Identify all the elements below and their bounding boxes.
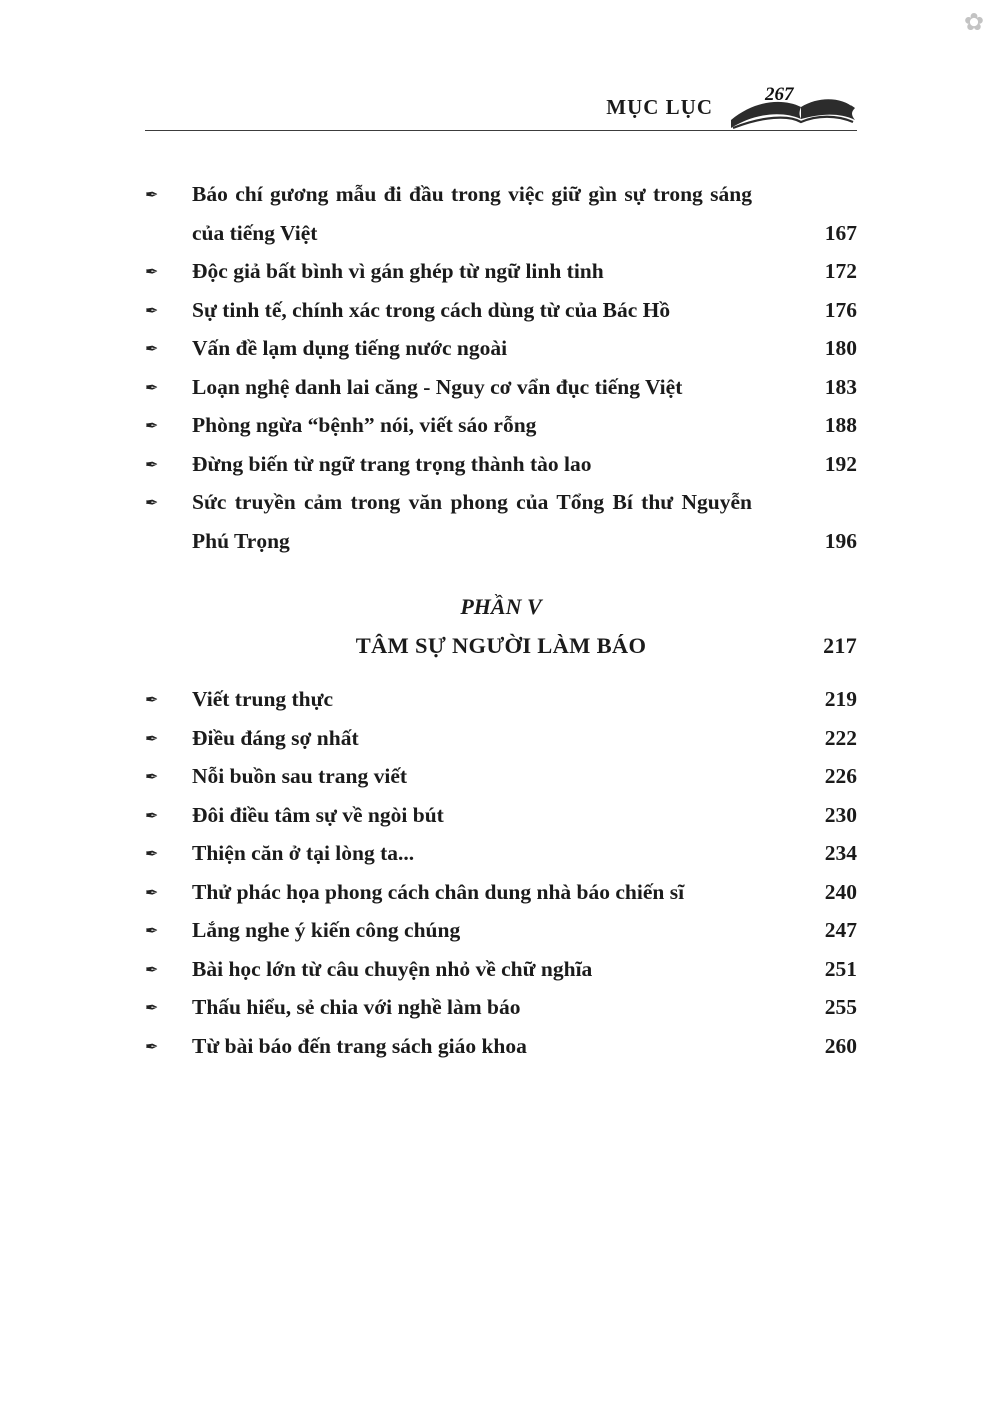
pen-bullet-icon: ✒ <box>145 882 159 902</box>
pen-bullet-icon: ✒ <box>145 377 159 397</box>
toc-entry <box>145 757 857 796</box>
entry-page-number: 196 <box>824 528 857 553</box>
pen-bullet-icon: ✒ <box>145 1036 159 1056</box>
pen-bullet-icon: ✒ <box>145 728 159 748</box>
entry-text: Thử phác họa phong cách chân dung nhà báo chiến sĩ <box>192 879 685 904</box>
entry-text: Sự tinh tế, chính xác trong cách dùng từ của Bác Hồ <box>192 297 671 322</box>
entry-text: Viết trung thực <box>192 687 334 711</box>
entry-text: Báo chí gương mẫu đi đầu trong việc giữ gìn sự trong sáng của tiếng Việt <box>192 182 752 245</box>
entry-page-number: 172 <box>824 259 857 283</box>
entry-text: Thiện căn ở tại lòng ta... <box>192 841 415 865</box>
entry-page-number: 240 <box>824 879 857 904</box>
pen-bullet-icon: ✒ <box>145 998 159 1017</box>
toc-entry <box>145 719 857 758</box>
entry-text: Điều đáng sợ nhất <box>192 725 359 750</box>
toc-entry <box>145 873 857 912</box>
entry-page-number: 183 <box>824 374 857 399</box>
entry-page-number: 222 <box>824 725 857 750</box>
entry-page-number: 234 <box>824 841 857 865</box>
pen-bullet-icon: ✒ <box>145 959 159 979</box>
page-content <box>145 0 857 1065</box>
pen-bullet-icon: ✒ <box>145 300 159 320</box>
open-book-logo <box>729 82 857 136</box>
entry-page-number: 188 <box>824 413 857 437</box>
toc-entry <box>145 175 857 252</box>
entry-text: Vấn đề lạm dụng tiếng nước ngoài <box>192 336 508 360</box>
entry-page-number: 251 <box>824 956 857 981</box>
entry-page-number: 230 <box>824 802 857 827</box>
pen-bullet-icon: ✒ <box>145 262 159 281</box>
entry-text: Từ bài báo đến trang sách giáo khoa <box>192 1033 527 1058</box>
section-part-label: PHẦN V <box>460 594 542 619</box>
toc-entry <box>145 406 857 445</box>
toc-entry <box>145 1027 857 1066</box>
toc-entry <box>145 368 857 407</box>
toc-sections <box>145 175 857 1065</box>
pen-bullet-icon: ✒ <box>145 805 159 825</box>
pen-bullet-icon: ✒ <box>145 690 159 709</box>
toc-entry <box>145 796 857 835</box>
entry-page-number: 192 <box>824 451 857 476</box>
entry-page-number: 180 <box>824 336 857 360</box>
section-title: TÂM SỰ NGƯỜI LÀM BÁO <box>355 633 647 658</box>
entry-text: Đừng biến từ ngữ trang trọng thành tào lao <box>192 451 592 476</box>
toc-entry <box>145 950 857 989</box>
entry-page-number: 247 <box>824 918 857 942</box>
toc-entry-list <box>145 175 857 560</box>
entry-text: Phòng ngừa “bệnh” nói, viết sáo rỗng <box>192 413 537 437</box>
pen-bullet-icon: ✒ <box>145 339 159 358</box>
toc-entry <box>145 445 857 484</box>
entry-text: Bài học lớn từ câu chuyện nhỏ về chữ nghĩa <box>192 956 593 981</box>
toc-entry <box>145 911 857 950</box>
pen-bullet-icon: ✒ <box>145 493 159 512</box>
entry-page-number: 219 <box>824 687 857 711</box>
logo-page-number: 267 <box>765 84 794 105</box>
entry-page-number: 226 <box>824 764 857 788</box>
entry-text: Độc giả bất bình vì gán ghép từ ngữ linh tinh <box>192 259 604 283</box>
entry-page-number: 176 <box>824 297 857 322</box>
page-header <box>145 0 857 130</box>
toc-entry <box>145 329 857 368</box>
entry-text: Loạn nghệ danh lai căng - Nguy cơ vẩn đục tiếng Việt <box>192 374 683 399</box>
entry-page-number: 255 <box>824 995 857 1019</box>
toc-entry-list <box>145 680 857 1065</box>
entry-text: Đôi điều tâm sự về ngòi bút <box>192 802 444 827</box>
pen-bullet-icon: ✒ <box>145 454 159 474</box>
entry-text: Thấu hiểu, sẻ chia với nghề làm báo <box>192 995 521 1019</box>
entry-page-number: 167 <box>824 220 857 245</box>
entry-text: Nỗi buồn sau trang viết <box>192 764 408 788</box>
toc-entry <box>145 291 857 330</box>
entry-text: Lắng nghe ý kiến công chúng <box>192 918 461 942</box>
entry-text: Sức truyền cảm trong văn phong của Tổng Bí thư Nguyễn Phú Trọng <box>192 490 752 553</box>
toc-entry <box>145 680 857 719</box>
pen-bullet-icon: ✒ <box>145 416 159 435</box>
toc-entry <box>145 483 857 560</box>
section-title-row <box>145 626 857 666</box>
entry-page-number: 260 <box>824 1033 857 1058</box>
pen-bullet-icon: ✒ <box>145 185 159 204</box>
toc-entry <box>145 252 857 291</box>
pen-bullet-icon: ✒ <box>145 767 159 786</box>
toc-header-title: MỤC LỤC <box>606 95 713 119</box>
pen-bullet-icon: ✒ <box>145 921 159 940</box>
toc-entry <box>145 834 857 873</box>
pen-bullet-icon: ✒ <box>145 844 159 863</box>
section-page-number: 217 <box>823 633 857 658</box>
toc-entry <box>145 988 857 1027</box>
corner-flower-ornament-icon: ✿ <box>963 8 984 36</box>
